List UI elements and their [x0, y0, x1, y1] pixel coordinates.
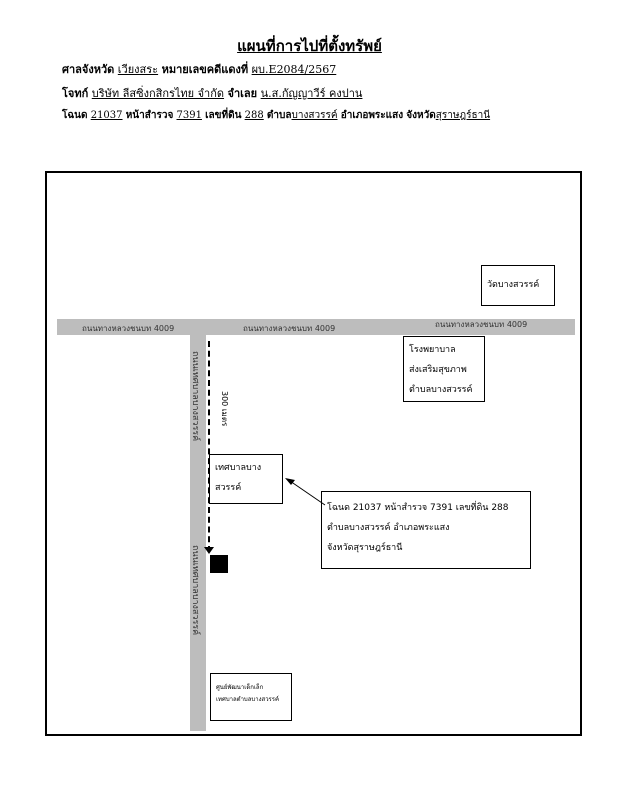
temple-box: วัดบางสวรรค์	[481, 265, 555, 306]
deed-info-box	[321, 491, 531, 569]
hospital-box	[403, 336, 485, 402]
province-label: จังหวัด	[406, 110, 436, 121]
municipality-line-1: เทศบาลบาง	[215, 463, 262, 473]
case-label: หมายเลขคดีแดงที่	[161, 63, 249, 76]
court-value: เวียงสระ	[117, 63, 159, 76]
defendant-value: น.ส.กัญญาวีร์ คงปาน	[260, 87, 363, 100]
page-title: แผนที่การไปที่ตั้งทรัพย์	[237, 37, 382, 55]
subdistrict-value: บางสวรรค์	[291, 110, 338, 121]
province-value: สุราษฎร์ธานี	[435, 110, 491, 121]
court-line	[62, 60, 336, 78]
subdistrict-label: ตำบล	[266, 110, 292, 121]
deed-info-line-1: โฉนด 21037 หน้าสำรวจ 7391 เลขที่ดิน 288	[327, 503, 509, 513]
court-label: ศาลจังหวัด	[62, 63, 115, 76]
survey-value: 7391	[176, 110, 202, 121]
land-label: เลขที่ดิน	[205, 110, 242, 121]
municipality-box	[209, 454, 283, 504]
child-center-line-1: ศูนย์พัฒนาเด็กเล็ก	[216, 684, 264, 691]
location-map	[45, 171, 582, 736]
deed-info-line-2: ตำบลบางสวรรค์ อำเภอพระแสง	[327, 523, 450, 533]
highway-label-1: ถนนทางหลวงชนบท 4009	[82, 324, 175, 333]
deed-value: 21037	[90, 110, 123, 121]
municipal-road-label-1: ถนนเทศบาลบางสวรรค์	[190, 351, 200, 442]
plaintiff-label: โจทก์	[62, 87, 89, 100]
district-label: อำเภอพระแสง	[340, 110, 404, 121]
highway-label-2: ถนนทางหลวงชนบท 4009	[243, 324, 336, 333]
route-dashed-line	[208, 341, 210, 552]
child-center-line-2: เทศบาลตำบลบางสวรรค์	[216, 696, 280, 703]
defendant-label: จำเลย	[227, 87, 258, 100]
pointer-line	[290, 481, 325, 505]
case-value: ผบ.E2084/2567	[251, 63, 337, 76]
route-arrow-icon	[204, 547, 214, 554]
hospital-line-3: ตำบลบางสวรรค์	[409, 385, 473, 395]
survey-label: หน้าสำรวจ	[125, 110, 174, 121]
deed-line	[62, 108, 490, 123]
pointer-arrow	[47, 173, 584, 738]
child-center-box	[210, 673, 292, 721]
highway-label-3: ถนนทางหลวงชนบท 4009	[435, 320, 528, 329]
pointer-arrowhead-icon	[285, 478, 295, 485]
deed-info-line-3: จังหวัดสุราษฎร์ธานี	[327, 543, 403, 553]
parties-line	[62, 84, 362, 102]
hospital-line-1: โรงพยาบาล	[409, 345, 456, 355]
property-marker	[210, 555, 228, 573]
municipal-road-label-2: ถนนเทศบาลบางสวรรค์	[190, 545, 200, 636]
deed-label: โฉนด	[62, 110, 88, 121]
plaintiff-value: บริษัท ลีสซิ่งกสิกรไทย จำกัด	[91, 87, 225, 100]
municipality-line-2: สวรรค์	[215, 483, 242, 493]
distance-label: 300 เมตร	[220, 391, 229, 427]
hospital-line-2: ส่งเสริมสุขภาพ	[409, 365, 467, 375]
land-value: 288	[244, 110, 264, 121]
